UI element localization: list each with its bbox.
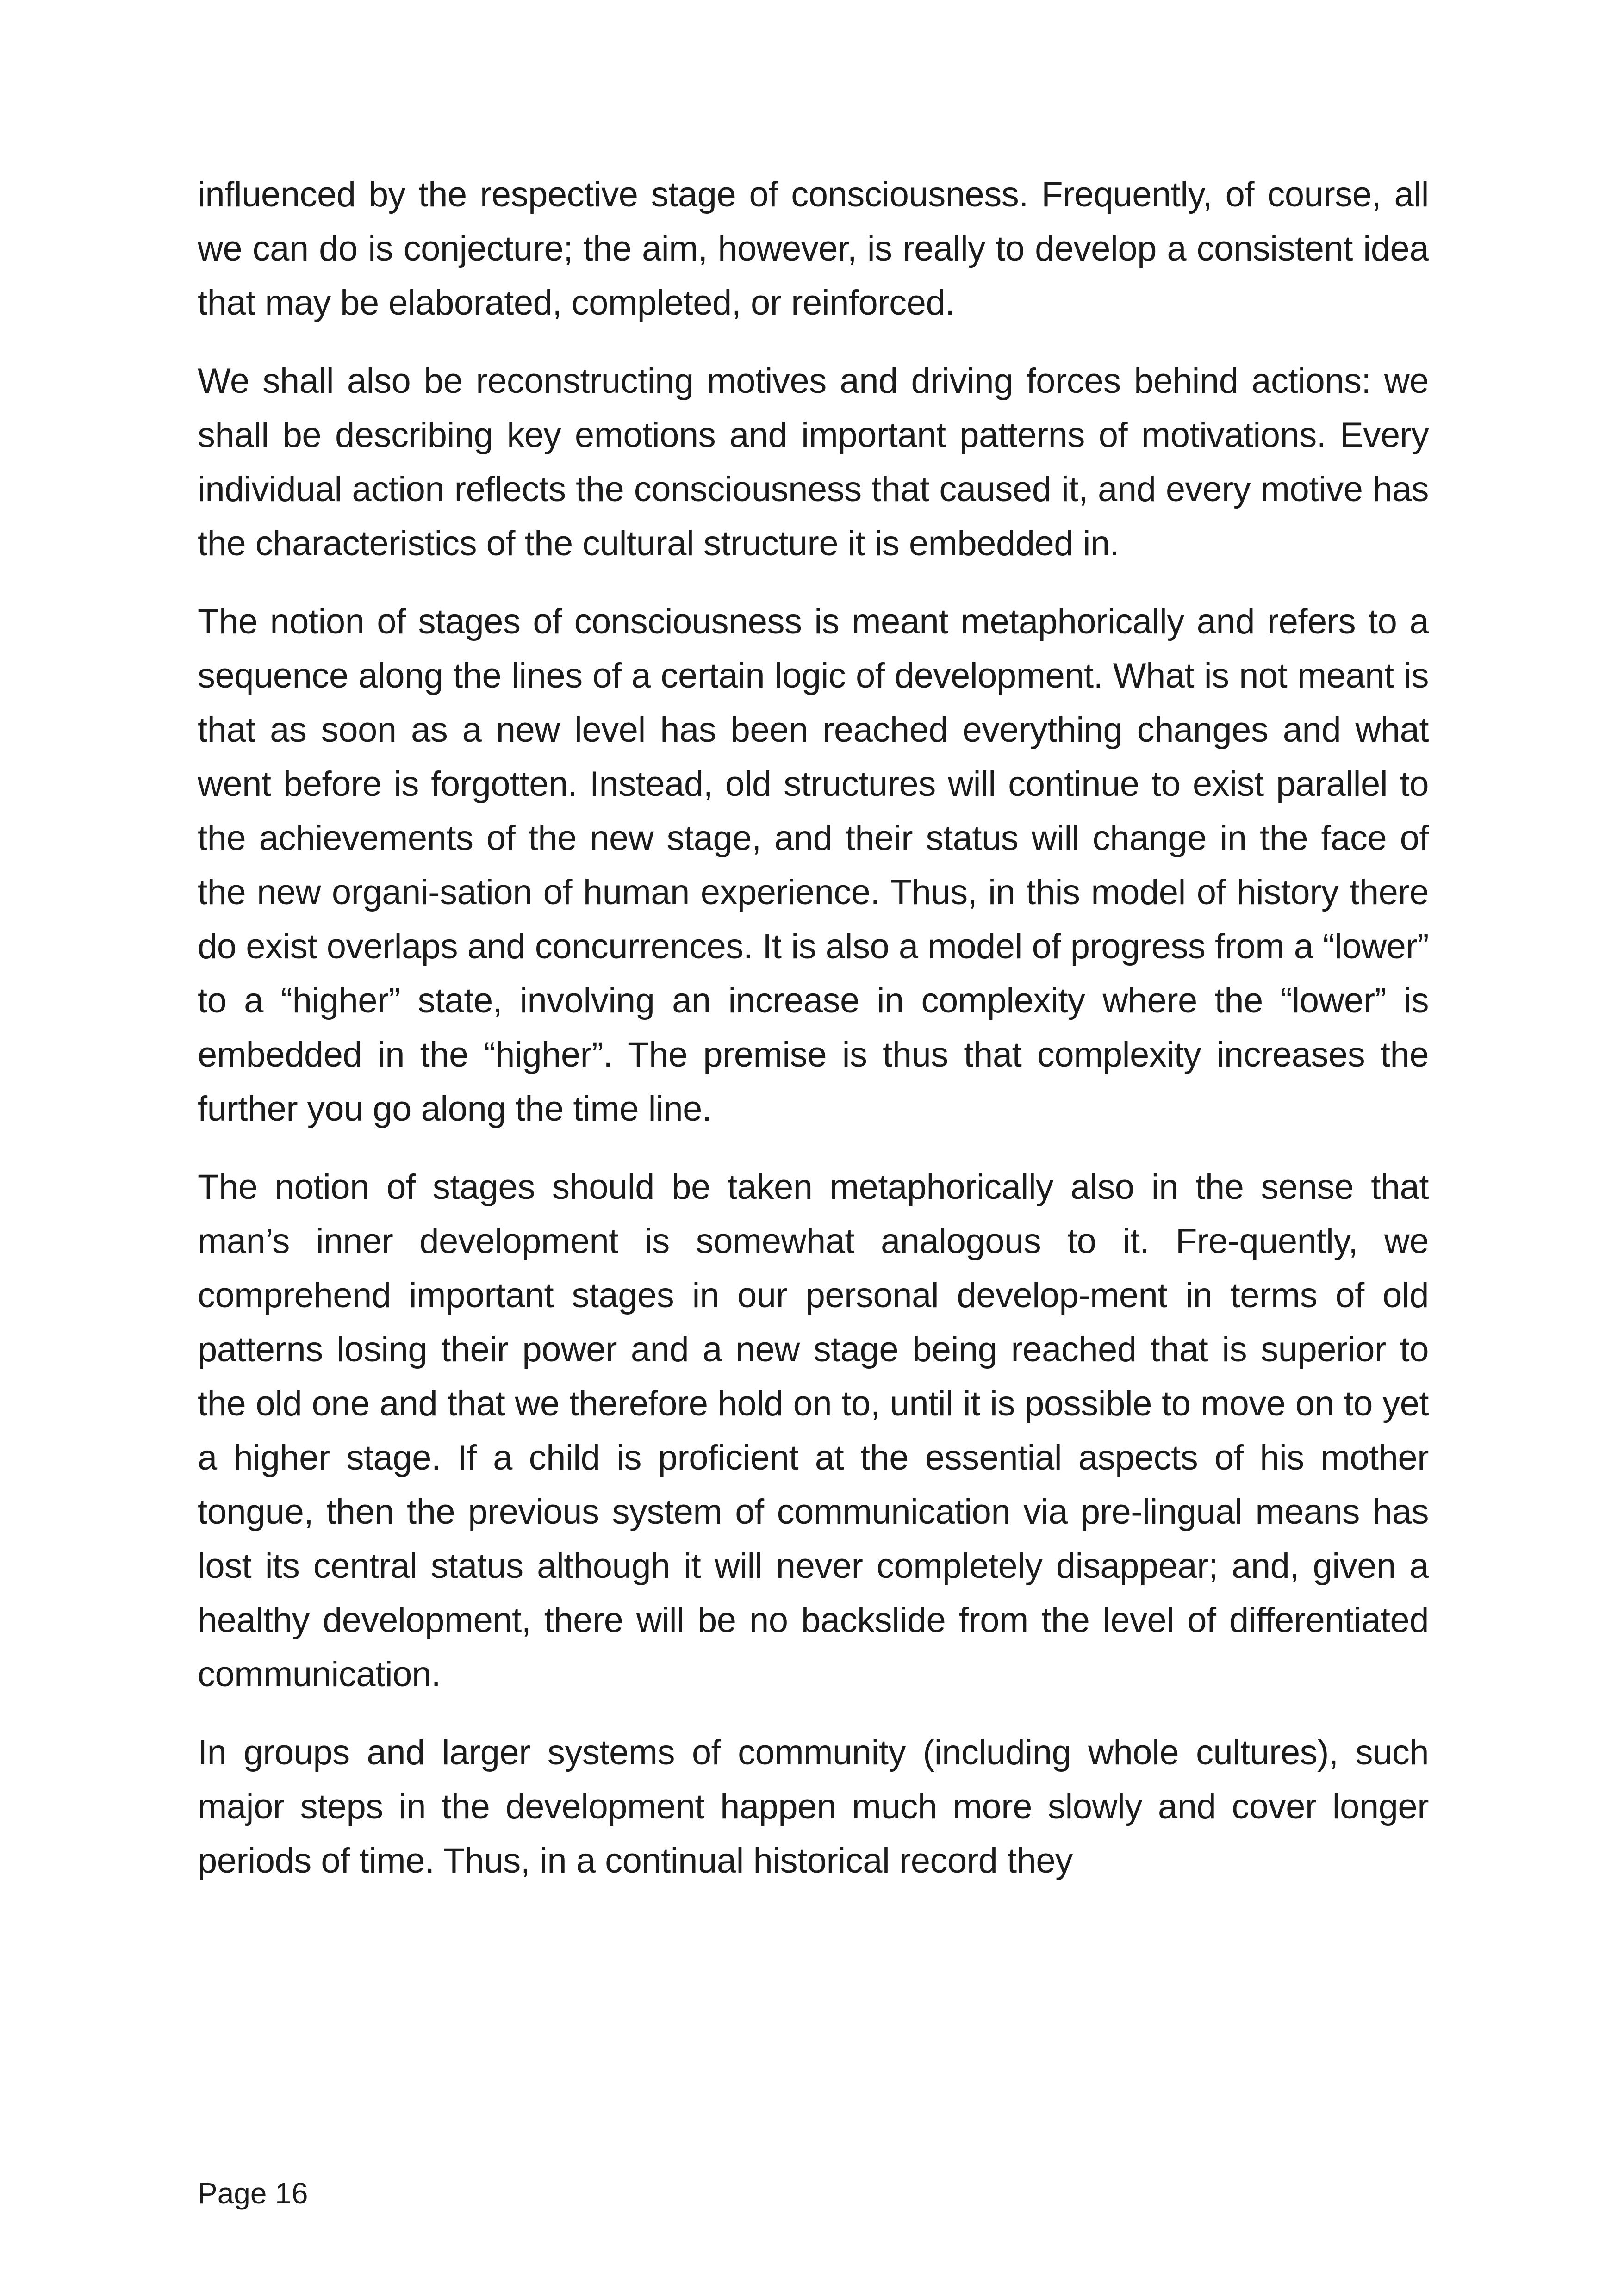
paragraph-4: The notion of stages should be taken metaphorically also in the sense that man’s inner development is somewhat analogous to it. Fre-quently, we comprehend important stages in our personal develop-ment in terms of old patterns losing their power and a new stage being reached that is superior to the old one and that we therefore hold on to, until it is possible to move on to yet a higher stage. If a child is proficient at the essential aspects of his mother tongue, then the previous system of communication via pre-lingual means has lost its central status although it will never completely disappear; and, given a healthy development, there will be no backslide from the level of differentiated communication.	[198, 1167, 1429, 1694]
paragraph-2: We shall also be reconstructing motives and driving forces behind actions: we shall be describing key emotions and important patterns of motivations. Every individual action reflects the consciousness that caused it, and every motive has the characteristics of the cultural structure it is embedded in.	[198, 361, 1429, 563]
body-text	[198, 168, 1429, 1912]
paragraph-5: In groups and larger systems of community (including whole cultures), such major steps in the development happen much more slowly and cover longer periods of time. Thus, in a continual historical record they	[198, 1733, 1429, 1880]
paragraph-1: influenced by the respective stage of consciousness. Frequently, of course, all we can do is conjecture; the aim, however, is really to develop a consistent idea that may be elaborated, completed, or reinforced.	[198, 175, 1429, 323]
paragraph-3: The notion of stages of consciousness is meant metaphorically and refers to a sequence along the lines of a certain logic of development. What is not meant is that as soon as a new level has been reached everything changes and what went before is forgotten. Instead, old structures will continue to exist parallel to the achievements of the new stage, and their status will change in the face of the new organi-sation of human experience. Thus, in this model of history there do exist overlaps and concurrences. It is also a model of progress from a “lower” to a “higher” state, involving an increase in complexity where the “lower” is embedded in the “higher”. The premise is thus that complexity increases the further you go along the time line.	[198, 602, 1429, 1129]
page-number: Page 16	[198, 2177, 308, 2210]
